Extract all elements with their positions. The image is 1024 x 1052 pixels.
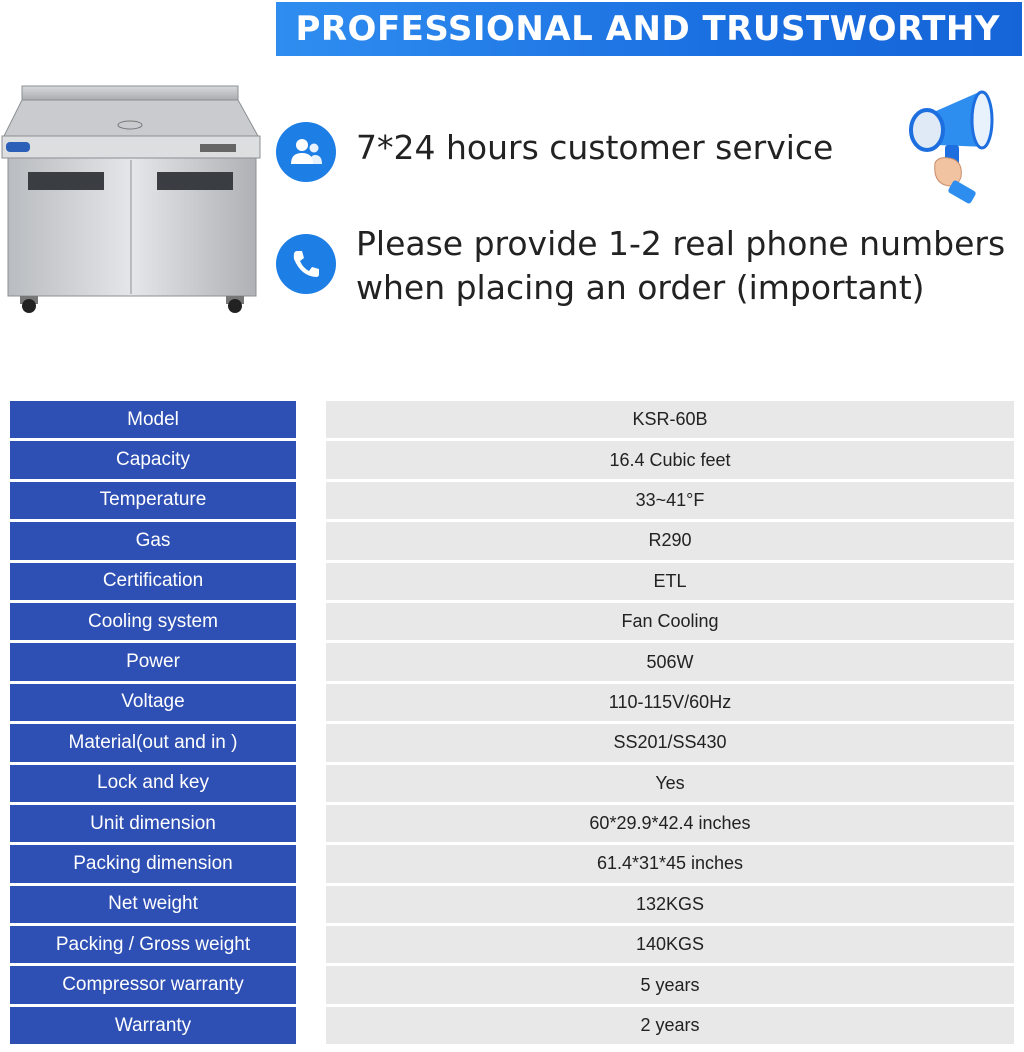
spec-value: Fan Cooling: [326, 603, 1014, 640]
spec-row: [10, 643, 1014, 683]
phone-notice-line2: when placing an order (important): [356, 268, 925, 307]
spec-row: [10, 805, 1014, 845]
spec-label: Power: [10, 643, 296, 680]
spec-value: 16.4 Cubic feet: [326, 441, 1014, 478]
spec-row: [10, 845, 1014, 885]
spec-label: Temperature: [10, 482, 296, 519]
spec-label: Material(out and in ): [10, 724, 296, 761]
spec-value: 33~41°F: [326, 482, 1014, 519]
spec-value: 506W: [326, 643, 1014, 680]
spec-label: Model: [10, 401, 296, 438]
phone-icon: [276, 234, 336, 294]
spec-row: [10, 926, 1014, 966]
spec-label: Packing / Gross weight: [10, 926, 296, 963]
spec-row: [10, 441, 1014, 481]
spec-label: Lock and key: [10, 765, 296, 802]
product-image: [0, 80, 265, 315]
phone-notice-line1: Please provide 1-2 real phone numbers: [356, 224, 1006, 263]
user-group-icon: [276, 122, 336, 182]
spec-value: SS201/SS430: [326, 724, 1014, 761]
spec-row: [10, 1007, 1014, 1047]
page-banner: [276, 2, 1022, 56]
spec-row: [10, 563, 1014, 603]
spec-row: [10, 482, 1014, 522]
spec-label: Cooling system: [10, 603, 296, 640]
spec-row: [10, 684, 1014, 724]
spec-value: R290: [326, 522, 1014, 559]
spec-value: 5 years: [326, 966, 1014, 1003]
service-text: 7*24 hours customer service: [356, 128, 834, 167]
spec-label: Capacity: [10, 441, 296, 478]
spec-value: 110-115V/60Hz: [326, 684, 1014, 721]
spec-value: ETL: [326, 563, 1014, 600]
spec-row: [10, 603, 1014, 643]
spec-row: [10, 401, 1014, 441]
banner-title: PROFESSIONAL AND TRUSTWORTHY: [295, 9, 1000, 49]
spec-label: Warranty: [10, 1007, 296, 1044]
spec-value: 61.4*31*45 inches: [326, 845, 1014, 882]
spec-label: Gas: [10, 522, 296, 559]
spec-value: Yes: [326, 765, 1014, 802]
spec-row: [10, 724, 1014, 764]
spec-label: Compressor warranty: [10, 966, 296, 1003]
spec-row: [10, 522, 1014, 562]
spec-value: 2 years: [326, 1007, 1014, 1044]
spec-label: Voltage: [10, 684, 296, 721]
spec-row: [10, 765, 1014, 805]
spec-value: 132KGS: [326, 886, 1014, 923]
spec-label: Certification: [10, 563, 296, 600]
spec-label: Packing dimension: [10, 845, 296, 882]
spec-value: 60*29.9*42.4 inches: [326, 805, 1014, 842]
phone-notice: [356, 222, 1016, 310]
spec-label: Net weight: [10, 886, 296, 923]
spec-label: Unit dimension: [10, 805, 296, 842]
spec-row: [10, 886, 1014, 926]
spec-table: [10, 401, 1014, 1047]
megaphone-icon: [897, 85, 1007, 210]
spec-value: 140KGS: [326, 926, 1014, 963]
spec-row: [10, 966, 1014, 1006]
spec-value: KSR-60B: [326, 401, 1014, 438]
